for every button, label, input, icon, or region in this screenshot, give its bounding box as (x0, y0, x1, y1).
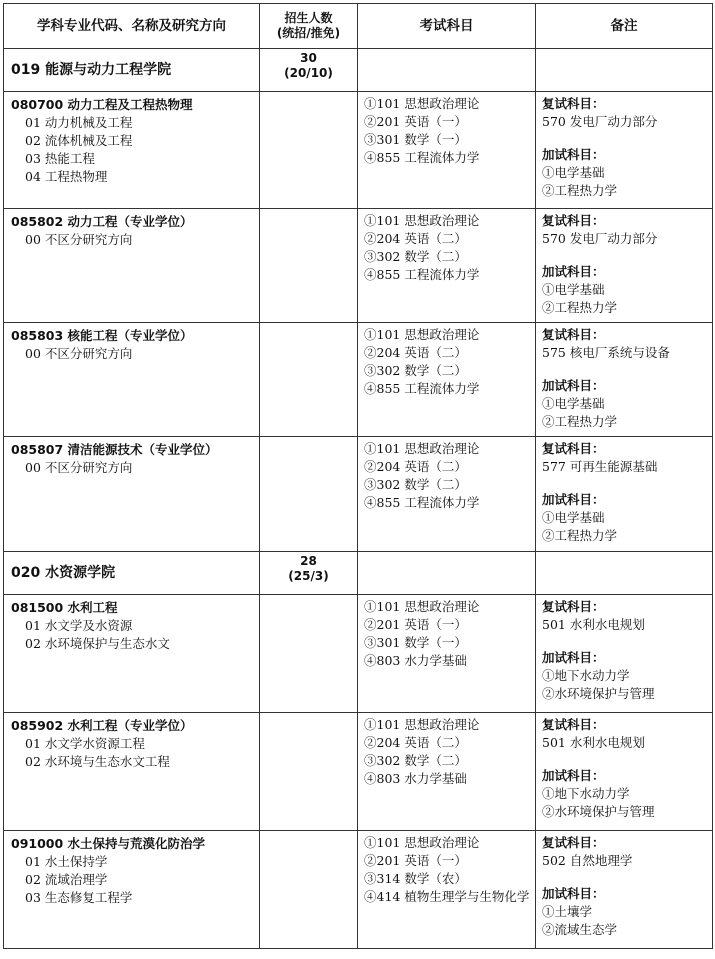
quota-split: (20/10) (284, 66, 333, 80)
extra-label: 加试科目： (542, 768, 605, 783)
exam-subject: ②204 英语（二） (364, 231, 467, 246)
research-direction: 00 不区分研究方向 (25, 460, 133, 475)
remarks-cell (536, 595, 713, 713)
exam-subject: ①101 思想政治理论 (364, 441, 480, 456)
extra-subject: ①电学基础 (542, 396, 605, 411)
retest-subject: 570 发电厂动力部分 (542, 114, 658, 129)
exam-subject: ④803 水力学基础 (364, 653, 467, 668)
program-code-name: 081500 水利工程 (11, 600, 118, 615)
exam-subject: ①101 思想政治理论 (364, 96, 480, 111)
research-direction: 02 水环境保护与生态水文 (25, 636, 170, 651)
research-direction: 01 水土保持学 (25, 854, 108, 869)
exam-subject: ①101 思想政治理论 (364, 213, 480, 228)
program-cell (4, 437, 260, 552)
quota-cell (260, 437, 358, 552)
research-direction: 00 不区分研究方向 (25, 232, 133, 247)
exams-cell (358, 595, 536, 713)
admissions-table (3, 3, 713, 949)
remarks-cell (536, 713, 713, 831)
extra-subject: ②水环境保护与管理 (542, 686, 655, 701)
research-direction: 02 流体机械及工程 (25, 133, 133, 148)
exam-subject: ③301 数学（一） (364, 635, 467, 650)
extra-subject: ①土壤学 (542, 904, 593, 919)
empty-cell (536, 49, 713, 92)
exams-cell (358, 713, 536, 831)
spacer (542, 476, 708, 491)
school-name: 020 水资源学院 (4, 552, 260, 595)
exam-subject: ③302 数学（二） (364, 477, 467, 492)
retest-subject: 502 自然地理学 (542, 853, 633, 868)
extra-subject: ①电学基础 (542, 282, 605, 297)
quota-cell (260, 209, 358, 323)
research-direction: 01 动力机械及工程 (25, 115, 133, 130)
school-row (4, 552, 713, 595)
exam-subject: ④855 工程流体力学 (364, 495, 480, 510)
exams-cell (358, 323, 536, 437)
school-name: 019 能源与动力工程学院 (4, 49, 260, 92)
extra-subject: ②工程热力学 (542, 183, 618, 198)
program-code-name: 085902 水利工程（专业学位） (11, 718, 193, 733)
exam-subject: ③302 数学（二） (364, 249, 467, 264)
header-quota-split: (统招/推免) (276, 26, 341, 40)
research-direction: 04 工程热物理 (25, 169, 108, 184)
remarks-cell (536, 323, 713, 437)
exam-subject: ②201 英语（一） (364, 114, 467, 129)
retest-label: 复试科目： (542, 717, 605, 732)
extra-label: 加试科目： (542, 147, 605, 162)
research-direction: 02 水环境与生态水文工程 (25, 754, 170, 769)
research-direction: 01 水文学及水资源 (25, 618, 133, 633)
quota-cell (260, 323, 358, 437)
quota-split: (25/3) (288, 569, 329, 583)
retest-label: 复试科目： (542, 96, 605, 111)
school-row (4, 49, 713, 92)
program-cell (4, 209, 260, 323)
empty-cell (358, 49, 536, 92)
research-direction: 03 生态修复工程学 (25, 890, 133, 905)
program-code-name: 080700 动力工程及工程热物理 (11, 97, 193, 112)
exam-subject: ③301 数学（一） (364, 132, 467, 147)
exams-cell (358, 209, 536, 323)
extra-subject: ①地下水动力学 (542, 668, 630, 683)
spacer (542, 248, 708, 263)
research-direction: 01 水文学水资源工程 (25, 736, 145, 751)
program-cell (4, 713, 260, 831)
exam-subject: ②201 英语（一） (364, 853, 467, 868)
exam-subject: ②204 英语（二） (364, 459, 467, 474)
extra-label: 加试科目： (542, 492, 605, 507)
extra-subject: ②工程热力学 (542, 528, 618, 543)
program-cell (4, 831, 260, 949)
spacer (542, 362, 708, 377)
exams-cell (358, 437, 536, 552)
retest-subject: 501 水利水电规划 (542, 617, 645, 632)
exam-subject: ④855 工程流体力学 (364, 381, 480, 396)
exam-subject: ②204 英语（二） (364, 735, 467, 750)
header-remarks: 备注 (536, 4, 713, 49)
extra-subject: ①电学基础 (542, 165, 605, 180)
exam-subject: ④803 水力学基础 (364, 771, 467, 786)
retest-subject: 501 水利水电规划 (542, 735, 645, 750)
header-quota (260, 4, 358, 49)
school-quota (260, 49, 358, 92)
program-row (4, 209, 713, 323)
program-row (4, 831, 713, 949)
exam-subject: ①101 思想政治理论 (364, 717, 480, 732)
program-code-name: 085802 动力工程（专业学位） (11, 214, 193, 229)
header-row (4, 4, 713, 49)
header-exams: 考试科目 (358, 4, 536, 49)
extra-label: 加试科目： (542, 886, 605, 901)
program-code-name: 085803 核能工程（专业学位） (11, 328, 193, 343)
retest-label: 复试科目： (542, 213, 605, 228)
retest-label: 复试科目： (542, 441, 605, 456)
extra-label: 加试科目： (542, 650, 605, 665)
program-cell (4, 92, 260, 209)
header-quota-label: 招生人数 (284, 11, 333, 25)
quota-cell (260, 595, 358, 713)
spacer (542, 131, 708, 146)
exams-cell (358, 92, 536, 209)
exam-subject: ④414 植物生理学与生物化学 (364, 889, 530, 904)
program-code-name: 091000 水土保持与荒漠化防治学 (11, 836, 206, 851)
exam-subject: ①101 思想政治理论 (364, 327, 480, 342)
extra-subject: ②流域生态学 (542, 922, 618, 937)
remarks-cell (536, 209, 713, 323)
exam-subject: ③314 数学（农） (364, 871, 467, 886)
remarks-cell (536, 92, 713, 209)
quota-total: 28 (300, 554, 317, 568)
retest-subject: 570 发电厂动力部分 (542, 231, 658, 246)
extra-subject: ①电学基础 (542, 510, 605, 525)
empty-cell (536, 552, 713, 595)
research-direction: 02 流域治理学 (25, 872, 108, 887)
retest-label: 复试科目： (542, 327, 605, 342)
exam-subject: ③302 数学（二） (364, 363, 467, 378)
exam-subject: ④855 工程流体力学 (364, 150, 480, 165)
research-direction: 00 不区分研究方向 (25, 346, 133, 361)
remarks-cell (536, 831, 713, 949)
program-row (4, 92, 713, 209)
extra-label: 加试科目： (542, 378, 605, 393)
program-code-name: 085807 清洁能源技术（专业学位） (11, 442, 218, 457)
program-row (4, 595, 713, 713)
research-direction: 03 热能工程 (25, 151, 95, 166)
retest-subject: 575 核电厂系统与设备 (542, 345, 670, 360)
retest-subject: 577 可再生能源基础 (542, 459, 658, 474)
quota-cell (260, 713, 358, 831)
empty-cell (358, 552, 536, 595)
exam-subject: ②201 英语（一） (364, 617, 467, 632)
school-quota (260, 552, 358, 595)
program-row (4, 713, 713, 831)
program-row (4, 323, 713, 437)
quota-cell (260, 92, 358, 209)
header-program: 学科专业代码、名称及研究方向 (4, 4, 260, 49)
remarks-cell (536, 437, 713, 552)
exam-subject: ③302 数学（二） (364, 753, 467, 768)
quota-cell (260, 831, 358, 949)
program-row (4, 437, 713, 552)
extra-label: 加试科目： (542, 264, 605, 279)
retest-label: 复试科目： (542, 835, 605, 850)
extra-subject: ②工程热力学 (542, 414, 618, 429)
extra-subject: ②水环境保护与管理 (542, 804, 655, 819)
exam-subject: ①101 思想政治理论 (364, 835, 480, 850)
retest-label: 复试科目： (542, 599, 605, 614)
extra-subject: ①地下水动力学 (542, 786, 630, 801)
exam-subject: ②204 英语（二） (364, 345, 467, 360)
spacer (542, 634, 708, 649)
extra-subject: ②工程热力学 (542, 300, 618, 315)
program-cell (4, 323, 260, 437)
exam-subject: ④855 工程流体力学 (364, 267, 480, 282)
quota-total: 30 (300, 51, 317, 65)
exams-cell (358, 831, 536, 949)
exam-subject: ①101 思想政治理论 (364, 599, 480, 614)
program-cell (4, 595, 260, 713)
spacer (542, 752, 708, 767)
spacer (542, 870, 708, 885)
